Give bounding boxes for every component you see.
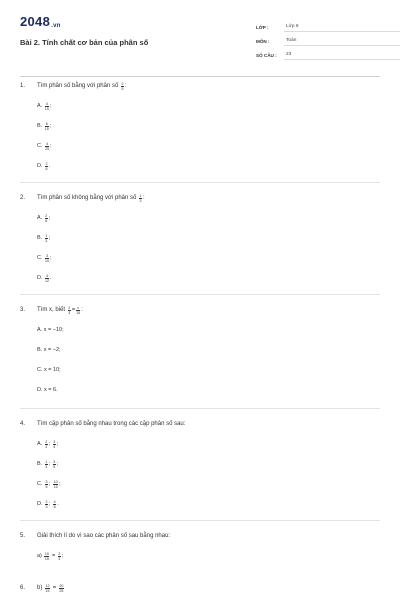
denominator: 9 — [53, 464, 56, 469]
question-divider — [20, 294, 380, 295]
question-number: 1. — [20, 83, 26, 89]
punct: : — [125, 83, 127, 89]
option-label: B. — [37, 347, 43, 353]
punct: . — [57, 501, 59, 507]
option-a[interactable] — [37, 438, 380, 450]
option-label: D. — [37, 275, 43, 281]
fraction — [53, 500, 56, 509]
meta-row-subject — [256, 34, 400, 48]
numerator: 4 — [53, 499, 56, 504]
denominator: 10 — [45, 258, 50, 263]
site-logo[interactable] — [20, 14, 61, 29]
numerator: 1 — [139, 193, 142, 198]
denominator: 25 — [45, 146, 50, 151]
fraction — [45, 584, 50, 593]
question-4 — [20, 418, 380, 510]
fraction — [53, 460, 56, 469]
punct: : — [143, 195, 145, 201]
denominator: 3 — [45, 444, 48, 449]
denominator: 15 — [53, 484, 58, 489]
question-text: b) — [37, 585, 43, 591]
sub-item-a — [37, 550, 380, 562]
option-c[interactable] — [37, 140, 380, 152]
option-text: x = 6. — [44, 387, 58, 393]
option-c[interactable] — [37, 478, 380, 490]
denominator: 5 — [121, 86, 124, 91]
question-divider — [20, 408, 380, 409]
option-c[interactable] — [37, 252, 380, 264]
header-divider — [20, 76, 380, 77]
question-line — [20, 582, 380, 594]
fraction — [45, 102, 49, 111]
question-line — [20, 80, 380, 92]
meta-box — [256, 20, 400, 62]
question-3 — [20, 304, 380, 396]
punct: ; — [49, 123, 52, 129]
option-label: B. — [37, 123, 43, 129]
fraction — [45, 234, 48, 243]
worksheet-header — [20, 14, 380, 64]
option-text: x = −2; — [43, 347, 61, 353]
question-text: Giải thích lí do vì sao các phân số sau bằng nhau: — [37, 533, 171, 539]
numerator: 3 — [45, 479, 48, 484]
numerator: 3 — [46, 253, 49, 258]
numerator: 1 — [45, 233, 48, 238]
punct: ; — [56, 461, 59, 467]
fraction — [44, 552, 49, 561]
fraction — [45, 122, 49, 131]
option-label: D. — [37, 501, 43, 507]
question-number: 6. — [20, 585, 26, 591]
punct: . — [50, 275, 52, 281]
denominator: 6 — [53, 504, 56, 509]
numerator: 2 — [68, 305, 71, 310]
option-label: D. — [37, 387, 43, 393]
option-b[interactable] — [37, 232, 380, 244]
option-a[interactable] — [37, 324, 380, 336]
punct: ; — [48, 215, 51, 221]
numerator: 3 — [53, 459, 56, 464]
meta-value: Lớp 6 — [284, 22, 400, 32]
denominator: 15 — [44, 556, 49, 561]
numerator: 4 — [46, 141, 49, 146]
numerator: 2 — [45, 499, 48, 504]
equals-sign: = — [52, 585, 57, 591]
fraction — [139, 194, 142, 203]
meta-row-count — [256, 48, 400, 62]
denominator: 3 — [58, 556, 61, 561]
option-c[interactable] — [37, 364, 380, 376]
punct: ; — [56, 441, 59, 447]
punct: : — [81, 307, 83, 313]
punct: ; — [49, 481, 51, 487]
fraction — [45, 214, 48, 223]
numerator: x — [77, 305, 80, 310]
numerator: 2 — [58, 551, 61, 556]
meta-value: Toán — [284, 36, 400, 46]
punct: ; — [50, 255, 52, 261]
question-line — [20, 304, 380, 316]
denominator: 3 — [139, 198, 142, 203]
punct: ; — [49, 103, 52, 109]
question-divider — [20, 520, 380, 521]
numerator: 2 — [45, 439, 48, 444]
option-label: A. — [37, 103, 43, 109]
punct: ; — [61, 553, 64, 559]
denominator: 4 — [53, 444, 56, 449]
fraction — [58, 552, 61, 561]
denominator: 15 — [44, 106, 49, 111]
question-text: Tìm phân số bằng với phân số — [37, 83, 119, 89]
logo-text: 2048 — [20, 14, 51, 29]
denominator: 25 — [59, 588, 64, 593]
option-label: C. — [37, 143, 43, 149]
meta-label: MÔN : — [256, 38, 270, 44]
page-title: Bài 2. Tính chất cơ bản của phân số — [20, 38, 149, 47]
question-number: 5. — [20, 533, 26, 539]
meta-label: SỐ CÂU : — [256, 52, 277, 58]
option-label: C. — [37, 255, 43, 261]
numerator: 2 — [45, 213, 48, 218]
numerator: 20 — [59, 583, 64, 588]
question-6 — [20, 582, 380, 594]
option-label: a) — [37, 553, 42, 559]
equals-sign: = — [51, 553, 56, 559]
equals-sign: = — [71, 307, 76, 313]
numerator: 12 — [45, 583, 50, 588]
fraction — [45, 500, 48, 509]
punct: ; — [59, 481, 61, 487]
option-d[interactable] — [37, 384, 380, 396]
fraction — [53, 480, 58, 489]
denominator: 3 — [45, 504, 48, 509]
punct: ; — [49, 501, 51, 507]
numerator: 6 — [45, 121, 48, 126]
numerator: 4 — [46, 273, 49, 278]
option-label: B. — [37, 461, 43, 467]
question-text: Tìm cặp phân số bằng nhau trong các cặp phân số sau: — [37, 421, 186, 427]
denominator: 6 — [45, 166, 48, 171]
punct: ; — [48, 441, 51, 447]
numerator: 2 — [121, 81, 124, 86]
option-label: C. — [37, 481, 43, 487]
fraction — [45, 460, 48, 469]
option-b[interactable] — [37, 120, 380, 132]
punct: ; — [48, 235, 51, 241]
denominator: 3 — [45, 464, 48, 469]
punct: . — [49, 163, 51, 169]
question-text: Tìm phân số không bằng với phân số — [37, 195, 137, 201]
option-b[interactable] — [37, 458, 380, 470]
denominator: 6 — [45, 218, 48, 223]
fraction — [45, 274, 49, 283]
fraction — [45, 254, 49, 263]
fraction — [45, 162, 48, 171]
question-number: 4. — [20, 421, 26, 427]
question-line — [20, 192, 380, 204]
question-text: Tìm x, biết — [37, 307, 66, 313]
numerator: 10 — [44, 551, 49, 556]
denominator: 15 — [44, 126, 49, 131]
option-label: A. — [37, 215, 43, 221]
option-d[interactable] — [37, 272, 380, 284]
numerator: 10 — [53, 479, 58, 484]
logo-tld: .vn — [51, 23, 61, 29]
question-1 — [20, 80, 380, 172]
question-line — [20, 530, 380, 542]
denominator: 3 — [68, 310, 71, 315]
fraction — [121, 82, 124, 91]
denominator: 15 — [76, 310, 81, 315]
option-a[interactable] — [37, 100, 380, 112]
option-d[interactable] — [37, 498, 380, 510]
punct: ; — [50, 143, 52, 149]
option-label: B. — [37, 235, 43, 241]
meta-label: LỚP : — [256, 24, 269, 30]
meta-row-class — [256, 20, 400, 34]
question-divider — [20, 182, 380, 183]
fraction — [59, 584, 64, 593]
option-b[interactable] — [37, 344, 380, 356]
denominator: 15 — [45, 588, 50, 593]
option-label: A. — [37, 327, 43, 333]
denominator: 3 — [45, 238, 48, 243]
fraction — [53, 440, 56, 449]
option-text: x = 10; — [44, 367, 61, 373]
question-2 — [20, 192, 380, 284]
denominator: 5 — [45, 484, 48, 489]
question-line — [20, 418, 380, 430]
option-label: D. — [37, 163, 43, 169]
numerator: 2 — [45, 161, 48, 166]
question-5 — [20, 530, 380, 562]
fraction — [45, 440, 48, 449]
fraction — [45, 480, 48, 489]
numerator: 1 — [45, 459, 48, 464]
option-text: x = −10; — [43, 327, 64, 333]
option-label: C. — [37, 367, 43, 373]
numerator: 4 — [45, 101, 48, 106]
option-d[interactable] — [37, 160, 380, 172]
fraction — [76, 306, 80, 315]
meta-value: 23 — [284, 50, 400, 60]
denominator: 12 — [45, 278, 50, 283]
punct: ; — [48, 461, 51, 467]
numerator: 3 — [53, 439, 56, 444]
option-a[interactable] — [37, 212, 380, 224]
option-label: A. — [37, 441, 43, 447]
fraction — [45, 142, 49, 151]
fraction — [68, 306, 71, 315]
question-number: 3. — [20, 307, 26, 313]
question-number: 2. — [20, 195, 26, 201]
